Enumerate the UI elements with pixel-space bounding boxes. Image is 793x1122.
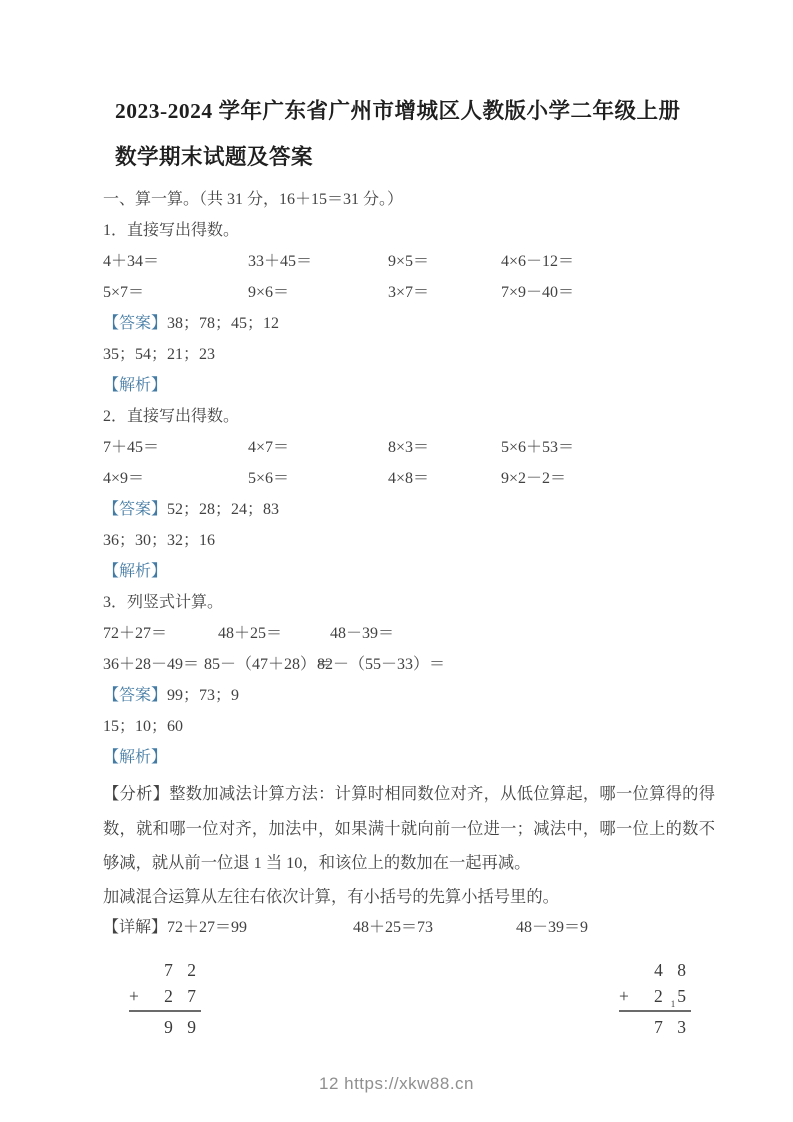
equation: 4×9＝: [103, 470, 145, 487]
vcalc-result: [619, 1014, 691, 1040]
problem-3-answer-line-1: [103, 680, 715, 711]
carry-mark: 1: [670, 998, 676, 1009]
detail-tag: 【详解】: [103, 918, 168, 936]
equation: 48＋25＝: [218, 625, 283, 642]
equation: 8×3＝: [388, 439, 430, 456]
analysis-tag: 【解析】: [103, 377, 168, 394]
problem-2-answer-line-1: [103, 494, 715, 525]
answer-tag: 【答案】: [103, 501, 168, 518]
section-heading: 一、算一算。（共 31 分，16＋15＝31 分。）: [103, 191, 404, 208]
answer-values: 38；78；45；12: [167, 315, 280, 332]
problem-2-label: 2．直接写出得数。: [103, 408, 240, 425]
digits: 7 2: [164, 959, 201, 980]
problem-3-label: 3．列竖式计算。: [103, 594, 224, 611]
detail-equation-1: [103, 912, 353, 943]
analysis-label: 【分析】: [103, 784, 170, 803]
equation: 9×2－2＝: [501, 470, 567, 487]
document-title: [103, 96, 715, 172]
analysis-tag: 【解析】: [103, 749, 168, 766]
problem-1-label: 1．直接写出得数。: [103, 222, 240, 239]
analysis-tag: 【解析】: [103, 563, 168, 580]
problem-3-equation-row-1: [103, 618, 715, 649]
problem-2-equation-row-1: [103, 432, 715, 463]
equation: 48－39＝: [330, 625, 395, 642]
equation: 5×6＋53＝: [501, 439, 575, 456]
answer-tag: 【答案】: [103, 687, 168, 704]
equation: 9×5＝: [388, 253, 430, 270]
analysis-text: 整数加减法计算方法：计算时相同数位对齐，从低位算起，哪一位算得的得数，就和哪一位对齐，加法中，如果满十就向前一位进一；减法中，哪一位上的数不够减，就从前一位退 1 当 10，和该位上的数加在一起再减。: [103, 784, 715, 872]
digit: 2: [654, 985, 668, 1006]
digits-with-carry: [654, 983, 691, 1009]
equation: 7×9－40＝: [501, 284, 575, 301]
vertical-calc-72-plus-27: [129, 957, 201, 1040]
equation: 3×7＝: [388, 284, 430, 301]
vertical-calc-48-plus-25: [619, 957, 691, 1040]
problem-3-equation-row-2: [103, 649, 715, 680]
equation: 82－（55－33）＝: [317, 656, 446, 673]
plus-operator: +: [619, 985, 629, 1006]
equation: 7＋45＝: [103, 439, 160, 456]
problem-3-analysis-paragraph: [103, 777, 715, 881]
title-line-2: 数学期末试题及答案: [115, 145, 314, 169]
problem-3-detail-row: [103, 912, 715, 943]
problem-3-analysis-paragraph-2: 加减混合运算从左往右依次计算，有小括号的先算小括号里的。: [103, 886, 559, 906]
digit: 5: [677, 985, 691, 1006]
sum-rule-line: [619, 1010, 691, 1012]
vertical-calculations: [103, 957, 715, 1040]
equation: 4×7＝: [248, 439, 290, 456]
vcalc-result: [129, 1014, 201, 1040]
problem-3-answer-line-2: 15；10；60: [103, 718, 184, 735]
equation-result: 72＋27＝99: [167, 918, 248, 936]
problem-1-equation-row-2: [103, 277, 715, 308]
digits: 4 8: [654, 959, 691, 980]
vcalc-addend-1: [619, 957, 691, 983]
vcalc-addend-2: [619, 983, 691, 1009]
equation: 5×6＝: [248, 470, 290, 487]
vcalc-addend-1: [129, 957, 201, 983]
problem-3-analysis-tag: [103, 742, 715, 773]
problem-2-analysis-tag: [103, 556, 715, 587]
equation: 85－（47＋28）＝: [204, 656, 333, 673]
equation: 36＋28－49＝: [103, 656, 200, 673]
answer-values: 52；28；24；83: [167, 501, 280, 518]
equation: 4×6－12＝: [501, 253, 575, 270]
problem-2-equation-row-2: [103, 463, 715, 494]
equation: 33＋45＝: [248, 253, 313, 270]
digits: 7 3: [654, 1016, 691, 1037]
detail-equation-3: 48－39＝9: [516, 918, 589, 936]
page-footer-watermark: 12 https://xkw88.cn: [318, 1074, 475, 1093]
problem-1-answer-line-1: [103, 308, 715, 339]
problem-1-answer-line-2: 35；54；21；23: [103, 346, 216, 363]
vcalc-addend-2: [129, 983, 201, 1009]
equation: 72＋27＝: [103, 625, 168, 642]
plus-operator: +: [129, 985, 139, 1006]
problem-2-answer-line-2: 36；30；32；16: [103, 532, 216, 549]
problem-1-equation-row-1: [103, 246, 715, 277]
title-line-1: 2023-2024 学年广东省广州市增城区人教版小学二年级上册: [115, 99, 681, 123]
detail-equation-2: 48＋25＝73: [353, 918, 434, 936]
problem-1-analysis-tag: [103, 370, 715, 401]
equation: 9×6＝: [248, 284, 290, 301]
answer-tag: 【答案】: [103, 315, 168, 332]
equation: 4＋34＝: [103, 253, 160, 270]
equation: 5×7＝: [103, 284, 145, 301]
digits: 2 7: [164, 985, 201, 1006]
answer-values: 99；73；9: [167, 687, 240, 704]
sum-rule-line: [129, 1010, 201, 1012]
equation: 4×8＝: [388, 470, 430, 487]
digits: 9 9: [164, 1016, 201, 1037]
